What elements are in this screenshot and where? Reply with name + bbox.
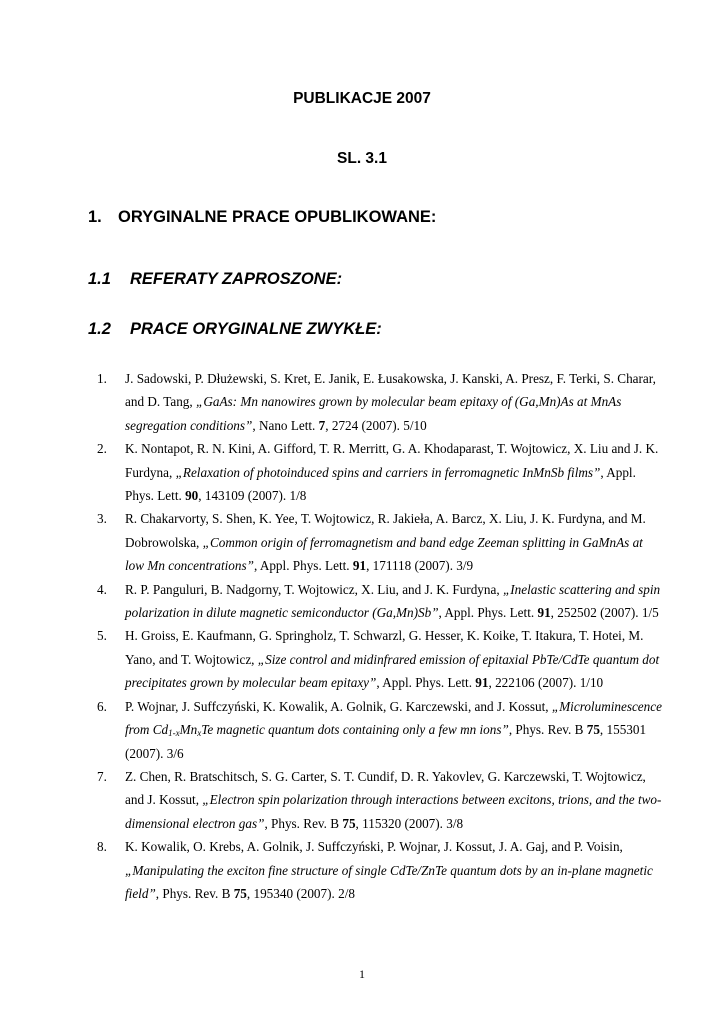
reference-volume: 91 bbox=[352, 558, 367, 574]
reference-authors: P. Wojnar, J. Suffczyński, K. Kowalik, A. Golnik, G. Karczewski, and J. Kossut, bbox=[125, 698, 552, 714]
section-heading-1-2 bbox=[88, 320, 382, 339]
reference-journal: , Phys. Rev. B bbox=[155, 885, 234, 901]
reference-number: 2. bbox=[97, 441, 107, 457]
subscript: x bbox=[197, 728, 202, 739]
reference-item bbox=[97, 765, 662, 835]
reference-number: 7. bbox=[97, 768, 107, 784]
reference-volume: 7 bbox=[318, 417, 326, 433]
reference-authors: R. P. Panguluri, B. Nadgorny, T. Wojtowicz, X. Liu, and J. K. Furdyna, bbox=[125, 581, 503, 597]
reference-number: 3. bbox=[97, 511, 107, 527]
section-heading-1-1 bbox=[88, 270, 342, 289]
reference-title: „Inelastic scattering and spin polarization in dilute magnetic semiconductor (Ga,Mn)Sb” bbox=[125, 581, 661, 621]
reference-pages: , 115320 (2007). 3/8 bbox=[355, 815, 464, 831]
reference-number: 5. bbox=[97, 628, 107, 644]
reference-item bbox=[97, 507, 662, 577]
reference-journal: , Phys. Rev. B bbox=[508, 722, 587, 738]
document-title: PUBLIKACJE 2007 bbox=[293, 90, 431, 107]
reference-volume: 75 bbox=[233, 885, 247, 901]
section-title: ORYGINALNE PRACE OPUBLIKOWANE: bbox=[118, 208, 437, 226]
reference-journal: , Appl. Phys. Lett. bbox=[376, 675, 476, 691]
document-subtitle: SL. 3.1 bbox=[337, 150, 387, 167]
reference-title-part: Mn bbox=[179, 722, 198, 738]
reference-authors: R. Chakarvorty, S. Shen, K. Yee, T. Wojtowicz, R. Jakieła, A. Barcz, X. Liu, J. K. Furdyna, and M. Dobrowolska, bbox=[125, 511, 646, 550]
reference-volume: 91 bbox=[475, 675, 489, 691]
reference-authors: J. Sadowski, P. Dłużewski, S. Kret, E. Janik, E. Łusakowska, J. Kanski, A. Presz, F. Terki, S. Charar, and D. Tang, bbox=[125, 371, 656, 410]
reference-item bbox=[97, 578, 662, 625]
reference-journal: , Appl. Phys. Lett. bbox=[125, 464, 636, 504]
reference-list bbox=[97, 367, 662, 905]
reference-pages: , 195340 (2007). 2/8 bbox=[246, 885, 355, 901]
page-number: 1 bbox=[359, 967, 365, 981]
reference-item bbox=[97, 367, 662, 437]
reference-pages: , 2724 (2007). 5/10 bbox=[325, 417, 427, 433]
reference-item bbox=[97, 624, 662, 694]
reference-title: „Common origin of ferromagnetism and band edge Zeeman splitting in GaMnAs at low Mn concentrations” bbox=[125, 534, 643, 574]
subscript: 1-x bbox=[168, 728, 180, 739]
reference-volume: 75 bbox=[342, 815, 356, 831]
section-number: 1.1 bbox=[88, 270, 111, 288]
reference-journal: , Phys. Rev. B bbox=[264, 815, 343, 831]
reference-pages: , 143109 (2007). 1/8 bbox=[198, 488, 307, 504]
reference-title: „Manipulating the exciton fine structure of single CdTe/ZnTe quantum dots by an in-plane magnetic field” bbox=[125, 862, 653, 901]
section-title: REFERATY ZAPROSZONE: bbox=[130, 270, 343, 288]
reference-volume: 90 bbox=[185, 488, 199, 504]
reference-item bbox=[97, 835, 662, 905]
reference-journal: , Appl. Phys. Lett. bbox=[438, 605, 538, 621]
reference-number: 4. bbox=[97, 581, 107, 597]
reference-item bbox=[97, 437, 662, 507]
reference-number: 1. bbox=[97, 371, 107, 386]
reference-pages: , 155301 (2007). 3/6 bbox=[125, 722, 647, 761]
reference-title: „Size control and midinfrared emission of epitaxial PbTe/CdTe quantum dot precipitates grown by molecular beam epitaxy” bbox=[125, 651, 660, 691]
reference-title-part: Te magnetic quantum dots containing only a few mn ions” bbox=[201, 722, 509, 738]
reference-title-part: „Microluminescence from Cd bbox=[125, 698, 662, 738]
reference-volume: 91 bbox=[537, 605, 551, 621]
reference-number: 8. bbox=[97, 839, 107, 855]
reference-pages: , 252502 (2007). 1/5 bbox=[550, 605, 659, 621]
reference-title: „GaAs: Mn nanowires grown by molecular beam epitaxy of (Ga,Mn)As at MnAs segregation conditions” bbox=[125, 394, 622, 433]
reference-journal: , Nano Lett. bbox=[252, 417, 319, 433]
reference-pages: , 222106 (2007). 1/10 bbox=[488, 675, 604, 691]
reference-authors: K. Nontapot, R. N. Kini, A. Gifford, T. R. Merritt, G. A. Khodaparast, T. Wojtowicz, X. Liu and J. K. Furdyna, bbox=[125, 441, 659, 480]
reference-title: „Relaxation of photoinduced spins and carriers in ferromagnetic InMnSb films” bbox=[175, 464, 601, 480]
reference-item bbox=[97, 695, 662, 765]
reference-journal: , Appl. Phys. Lett. bbox=[253, 558, 353, 574]
section-number: 1.2 bbox=[88, 320, 111, 338]
reference-volume: 75 bbox=[586, 722, 600, 738]
reference-title: „Electron spin polarization through interactions between excitons, trions, and the two-dimensional electron gas” bbox=[125, 792, 662, 831]
reference-authors: K. Kowalik, O. Krebs, A. Golnik, J. Suffczyński, P. Wojnar, J. Kossut, J. A. Gaj, and P. Voisin, bbox=[125, 839, 623, 855]
reference-number: 6. bbox=[97, 698, 107, 714]
section-title: PRACE ORYGINALNE ZWYKŁE: bbox=[130, 320, 382, 338]
reference-pages: , 171118 (2007). 3/9 bbox=[366, 558, 474, 574]
reference-authors: H. Groiss, E. Kaufmann, G. Springholz, T. Schwarzl, G. Hesser, K. Koike, T. Itakura, T. Hotei, M. Yano, and T. Wojtowicz, bbox=[125, 628, 644, 667]
section-heading-1 bbox=[88, 208, 436, 227]
reference-authors: Z. Chen, R. Bratschitsch, S. G. Carter, S. T. Cundif, D. R. Yakovlev, G. Karczewski, T. Wojtowicz, and J. Kossut, bbox=[125, 768, 646, 808]
section-number: 1. bbox=[88, 208, 102, 226]
